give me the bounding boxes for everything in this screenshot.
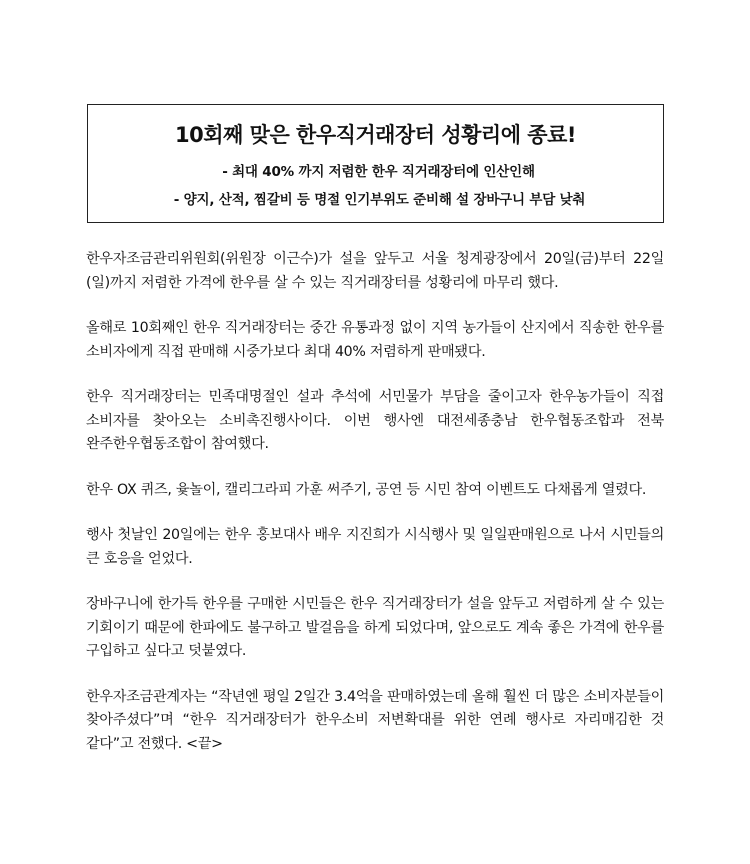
headline-subtitle: - 양지, 산적, 찜갈비 등 명절 인기부위도 준비해 설 장바구니 부담 낮춰 (173, 192, 586, 208)
paragraph: 한우자조금관계자는 “작년엔 평일 2일간 3.4억을 판매하였는데 올해 훨씬 더 많은 소비자분들이 찾아주셨다”며 “한우 직거래장터가 한우소비 저변확대를 위한 연례 행사로 자리매김한 것 같다”고 전했다. <끝> (86, 688, 664, 752)
headline-title: 10회째 맞은 한우직거래장터 성황리에 종료! (175, 123, 576, 147)
headline-box (87, 104, 664, 223)
headline-subtitle: - 최대 40% 까지 저렴한 한우 직거래장터에 인산인해 (222, 164, 535, 180)
paragraph: 장바구니에 한가득 한우를 구매한 시민들은 한우 직거래장터가 설을 앞두고 저렴하게 살 수 있는 기회이기 때문에 한파에도 불구하고 발걸음을 하게 되었다며, 앞으로도 계속 좋은 가격에 한우를 구입하고 싶다고 덧붙였다. (86, 596, 664, 659)
paragraph: 올해로 10회째인 한우 직거래장터는 중간 유통과정 없이 지역 농가들이 산지에서 직송한 한우를 소비자에게 직접 판매해 시중가보다 최대 40% 저렴하게 판매됐다. (86, 320, 664, 360)
paragraph: 한우자조금관리위원회(위원장 이근수)가 설을 앞두고 서울 청계광장에서 20일(금)부터 22일(일)까지 저렴한 가격에 한우를 살 수 있는 직거래장터를 성황리에 마무리 했다. (86, 251, 664, 291)
paragraph: 행사 첫날인 20일에는 한우 홍보대사 배우 지진희가 시식행사 및 일일판매원으로 나서 시민들의 큰 호응을 얻었다. (86, 527, 664, 567)
paragraph: 한우 직거래장터는 민족대명절인 설과 추석에 서민물가 부담을 줄이고자 한우농가들이 직접 소비자를 찾아오는 소비촉진행사이다. 이번 행사엔 대전세종충남 한우협동조합과 전북 완주한우협동조합이 참여했다. (86, 389, 664, 452)
paragraph: 한우 OX 퀴즈, 윷놀이, 캘리그라피 가훈 써주기, 공연 등 시민 참여 이벤트도 다채롭게 열렸다. (86, 481, 647, 498)
article-body (86, 248, 664, 778)
